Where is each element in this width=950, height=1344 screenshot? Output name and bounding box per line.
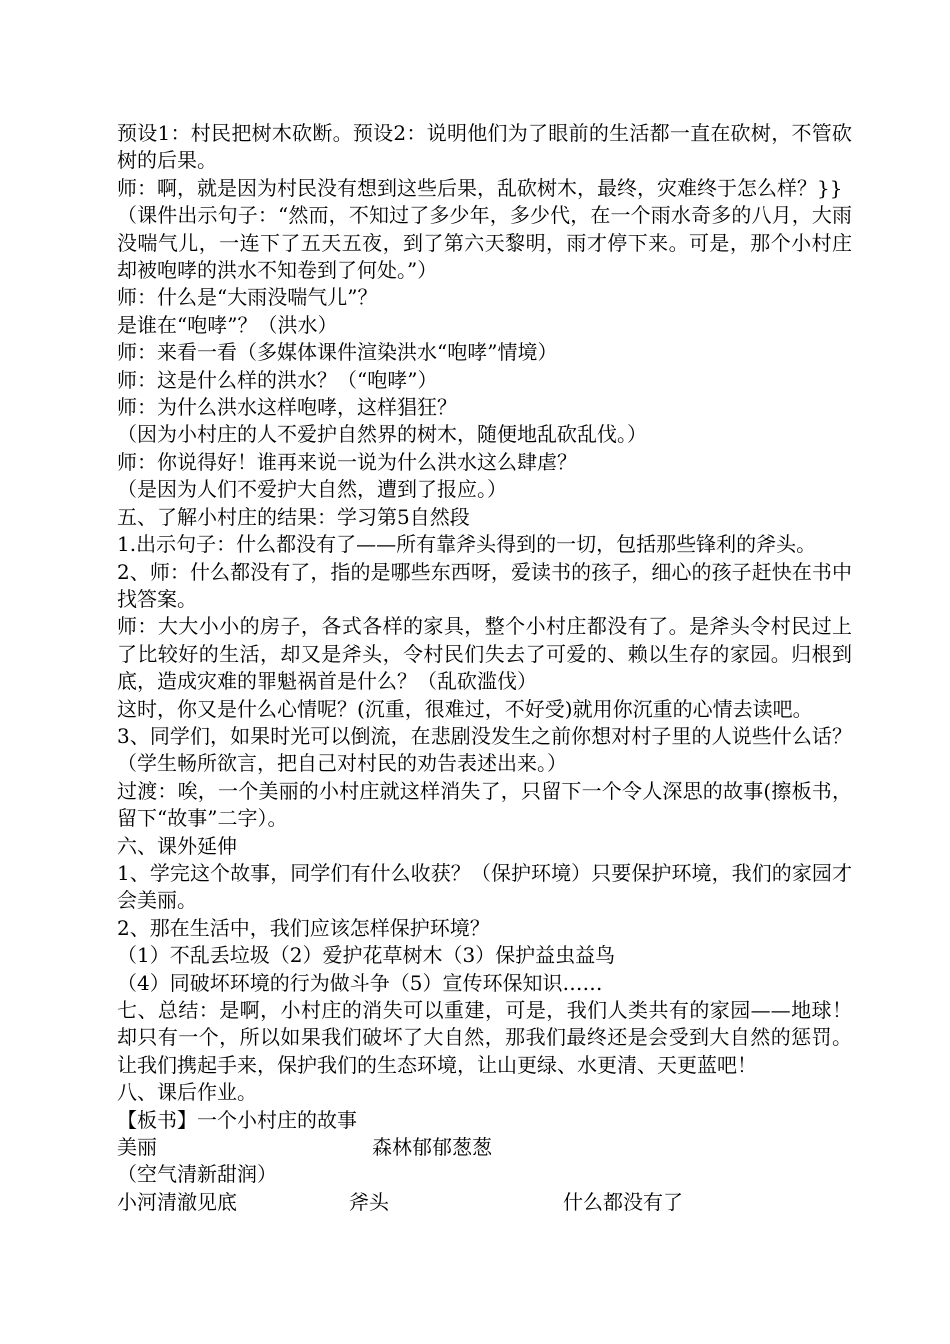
board-row	[117, 1189, 852, 1216]
paragraph: 师：什么是“大雨没喘气儿”？	[117, 285, 378, 310]
paragraph: （是因为人们不爱护大自然，遭到了报应。）	[117, 477, 507, 502]
board-item: 小河清澈见底	[117, 1189, 237, 1214]
paragraph: 师：你说得好！谁再来说一说为什么洪水这么肆虐？	[117, 449, 577, 474]
paragraph: 预设1：村民把树木砍断。预设2：说明他们为了眼前的生活都一直在砍树，不管砍树的后果。	[117, 121, 852, 173]
paragraph: 这时，你又是什么心情呢？(沉重，很难过，不好受)就用你沉重的心情去读吧。	[117, 696, 813, 721]
paragraph: 师：为什么洪水这样咆哮，这样猖狂？	[117, 395, 457, 420]
paragraph: （1）不乱丢垃圾（2）爱护花草树木（3）保护益虫益鸟	[117, 943, 616, 968]
paragraph: 师：来看一看（多媒体课件渲染洪水“咆哮”情境）	[117, 340, 558, 365]
paragraph: 师：啊，就是因为村民没有想到这些后果，乱砍树木，最终，灾难终于怎么样？}}	[117, 175, 843, 200]
board-item: 森林郁郁葱葱	[372, 1135, 492, 1160]
paragraph: 是谁在“咆哮”？（洪水）	[117, 312, 338, 337]
section-heading: 六、课外延伸	[117, 833, 237, 858]
paragraph: 3、同学们，如果时光可以倒流，在悲剧没发生之前你想对村子里的人说些什么话？（学生畅所欲言，把自己对村民的劝告表述出来。）	[117, 723, 852, 776]
paragraph: （课件出示句子：“然而，不知过了多少年，多少代，在一个雨水奇多的八月，大雨没喘气儿，一连下了五天五夜，到了第六天黎明，雨才停下来。可是，那个小村庄却被咆哮的洪水不知卷到了何处。”）	[117, 203, 852, 283]
document-body	[117, 120, 852, 1216]
paragraph: 2、那在生活中，我们应该怎样保护环境？	[117, 915, 490, 940]
board-item: 斧头	[349, 1189, 389, 1214]
paragraph: 2、师：什么都没有了，指的是哪些东西呀，爱读书的孩子，细心的孩子赶快在书中找答案。	[117, 559, 852, 611]
paragraph: 师：大大小小的房子，各式各样的家具，整个小村庄都没有了。是斧头令村民过上了比较好的生活，却又是斧头，令村民们失去了可爱的、赖以生存的家园。归根到底，造成灾难的罪魁祸首是什么？（乱砍滥伐）	[117, 614, 852, 694]
paragraph: 师：这是什么样的洪水？（“咆哮”）	[117, 367, 438, 392]
paragraph: （因为小村庄的人不爱护自然界的树木，随便地乱砍乱伐。）	[117, 422, 647, 447]
section-heading: 八、课后作业。	[117, 1080, 257, 1105]
paragraph: （4）同破坏环境的行为做斗争（5）宣传环保知识……	[117, 970, 603, 995]
section-heading: 七、总结：是啊，小村庄的消失可以重建，可是，我们人类共有的家园——地球！却只有一个，所以如果我们破坏了大自然，那我们最终还是会受到大自然的惩罚。让我们携起手来，保护我们的生态环境，让山更绿、水更清、天更蓝吧！	[117, 998, 852, 1077]
section-heading: 五、了解小村庄的结果：学习第5自然段	[117, 504, 470, 529]
board-item: 美丽	[117, 1135, 157, 1160]
board-row	[117, 1161, 852, 1188]
board-item: 什么都没有了	[563, 1189, 683, 1214]
paragraph: 1、学完这个故事，同学们有什么收获？（保护环境）只要保护环境，我们的家园才会美丽。	[117, 860, 852, 913]
board-title: 【板书】一个小村庄的故事	[117, 1107, 357, 1132]
board-row	[117, 1134, 852, 1161]
paragraph: 过渡：唉，一个美丽的小村庄就这样消失了，只留下一个令人深思的故事(擦板书，留下“故事”二字）。	[117, 778, 852, 831]
paragraph: 1.出示句子：什么都没有了——所有靠斧头得到的一切，包括那些锋利的斧头。	[117, 532, 817, 557]
board-item: （空气清新甜润）	[117, 1162, 277, 1187]
